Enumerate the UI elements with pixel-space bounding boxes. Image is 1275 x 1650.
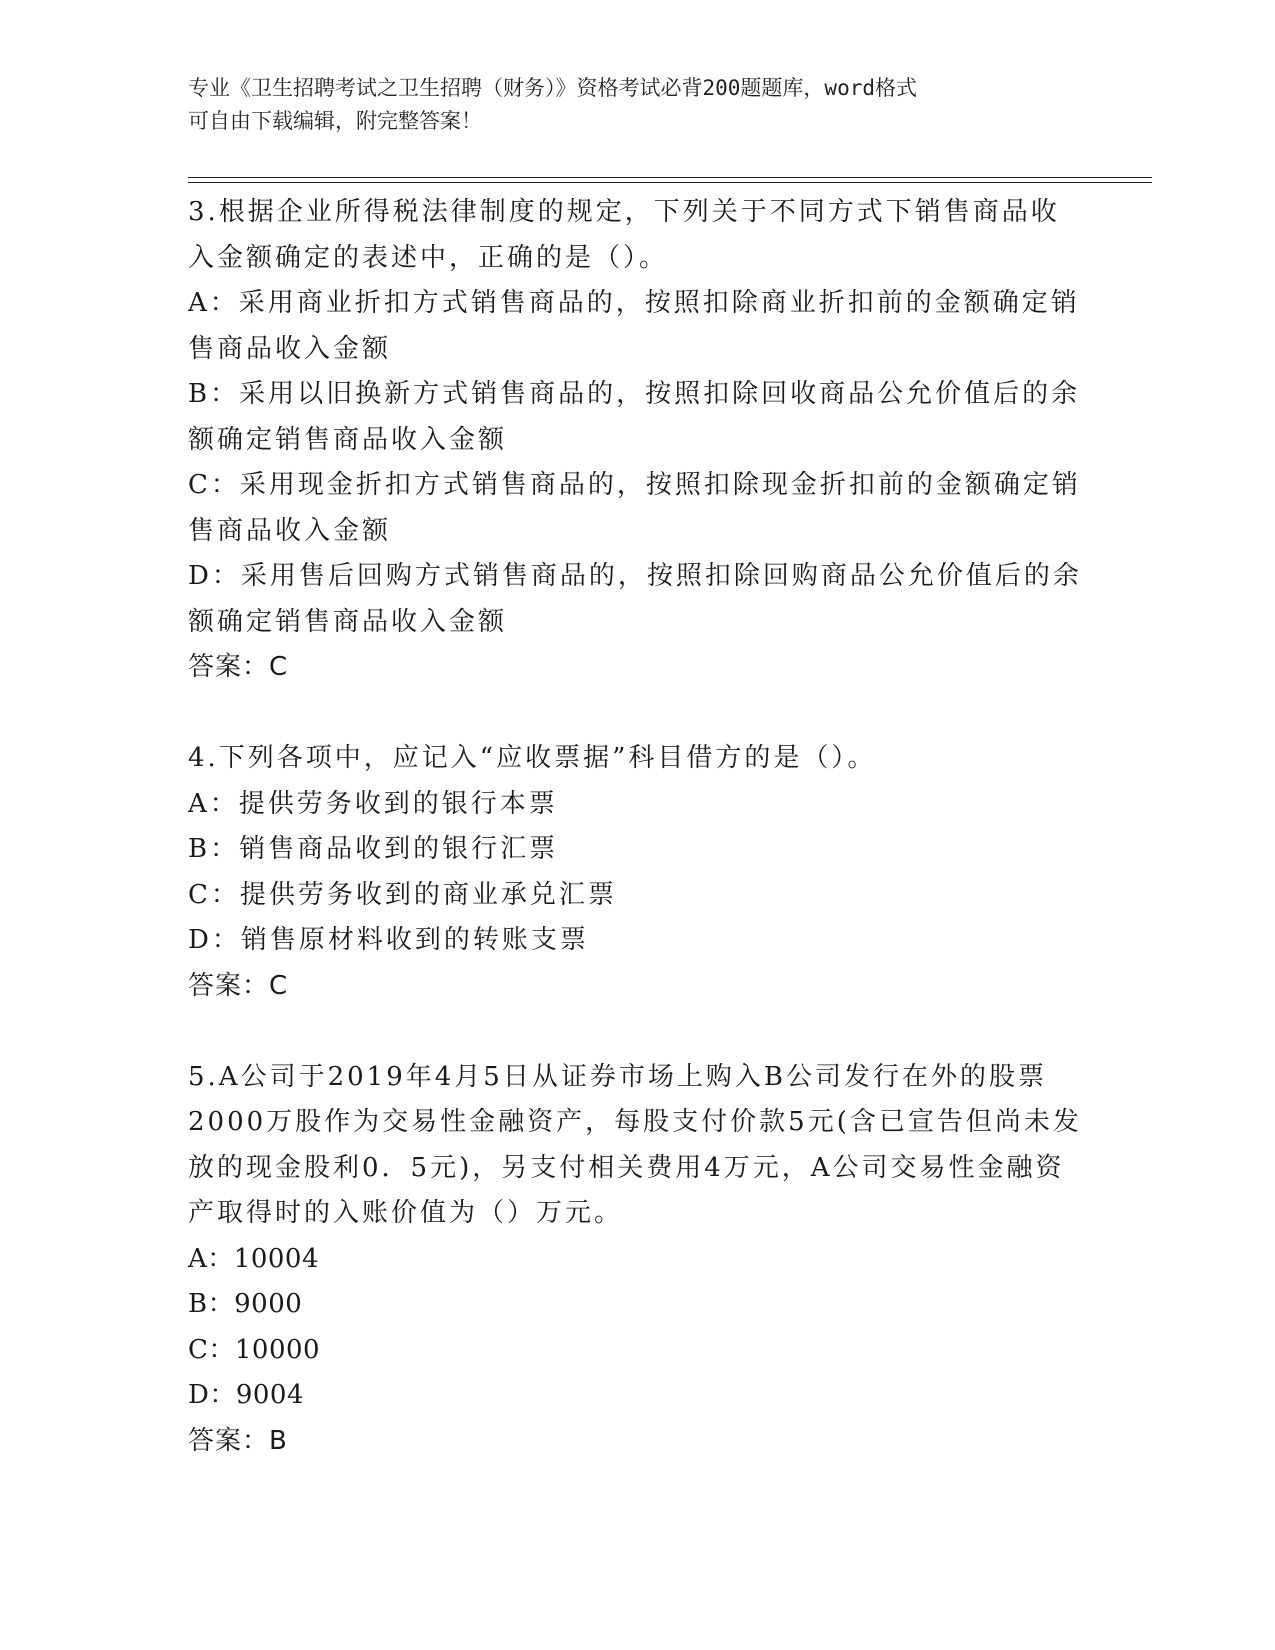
option-c: C：采用现金折扣方式销售商品的，按照扣除现金折扣前的金额确定销 bbox=[188, 470, 1081, 500]
option-b: B：销售商品收到的银行汇票 bbox=[188, 834, 559, 864]
option-a: A：10004 bbox=[188, 1243, 319, 1274]
question-5 bbox=[188, 1055, 1088, 1465]
question-stem: 5.A公司于2019年4月5日从证券市场上购入B公司发行在外的股票 bbox=[188, 1061, 1047, 1092]
option-c-cont: 售商品收入金额 bbox=[188, 515, 392, 546]
option-a: A：采用商业折扣方式销售商品的，按照扣除商业折扣前的金额确定销 bbox=[188, 288, 1080, 318]
spacer bbox=[188, 691, 1088, 737]
question-4 bbox=[188, 736, 1088, 1009]
question-stem: 入金额确定的表述中，正确的是（）。 bbox=[188, 242, 669, 273]
question-stem: 2000万股作为交易性金融资产，每股支付价款5元(含已宣告但尚未发 bbox=[188, 1107, 1082, 1137]
option-a-cont: 售商品收入金额 bbox=[188, 333, 392, 364]
answer: 答案：C bbox=[188, 652, 289, 682]
option-d-cont: 额确定销售商品收入金额 bbox=[188, 606, 508, 637]
spacer bbox=[188, 1009, 1088, 1055]
question-stem: 产取得时的入账价值为（）万元。 bbox=[188, 1198, 624, 1228]
header-rule-bottom bbox=[188, 182, 1152, 183]
option-c: C：提供劳务收到的商业承兑汇票 bbox=[188, 879, 617, 910]
option-d: D：销售原材料收到的转账支票 bbox=[188, 925, 589, 955]
answer: 答案：B bbox=[188, 1425, 288, 1456]
option-b-cont: 额确定销售商品收入金额 bbox=[188, 424, 508, 455]
header-line-2: 可自由下载编辑，附完整答案！ bbox=[188, 109, 482, 133]
option-b: B：9000 bbox=[188, 1289, 303, 1319]
header-rule-top bbox=[188, 177, 1152, 178]
question-list bbox=[188, 190, 1088, 1464]
answer: 答案：C bbox=[188, 970, 289, 1001]
question-3 bbox=[188, 190, 1088, 691]
question-stem: 4.下列各项中，应记入“应收票据”科目借方的是（）。 bbox=[188, 743, 877, 773]
option-c: C：10000 bbox=[188, 1334, 321, 1365]
header-line-1: 专业《卫生招聘考试之卫生招聘（财务）》资格考试必背200题题库，word格式 bbox=[188, 76, 917, 100]
option-a: A：提供劳务收到的银行本票 bbox=[188, 788, 558, 819]
question-stem: 放的现金股利0．5元)，另支付相关费用4万元，A公司交易性金融资 bbox=[188, 1152, 1065, 1183]
option-b: B：采用以旧换新方式销售商品的，按照扣除回收商品公允价值后的余 bbox=[188, 379, 1081, 409]
question-stem: 3.根据企业所得税法律制度的规定，下列关于不同方式下销售商品收 bbox=[188, 197, 1060, 227]
option-d: D：9004 bbox=[188, 1380, 305, 1410]
option-d: D：采用售后回购方式销售商品的，按照扣除回购商品公允价值后的余 bbox=[188, 561, 1082, 591]
document-header bbox=[188, 72, 1088, 138]
